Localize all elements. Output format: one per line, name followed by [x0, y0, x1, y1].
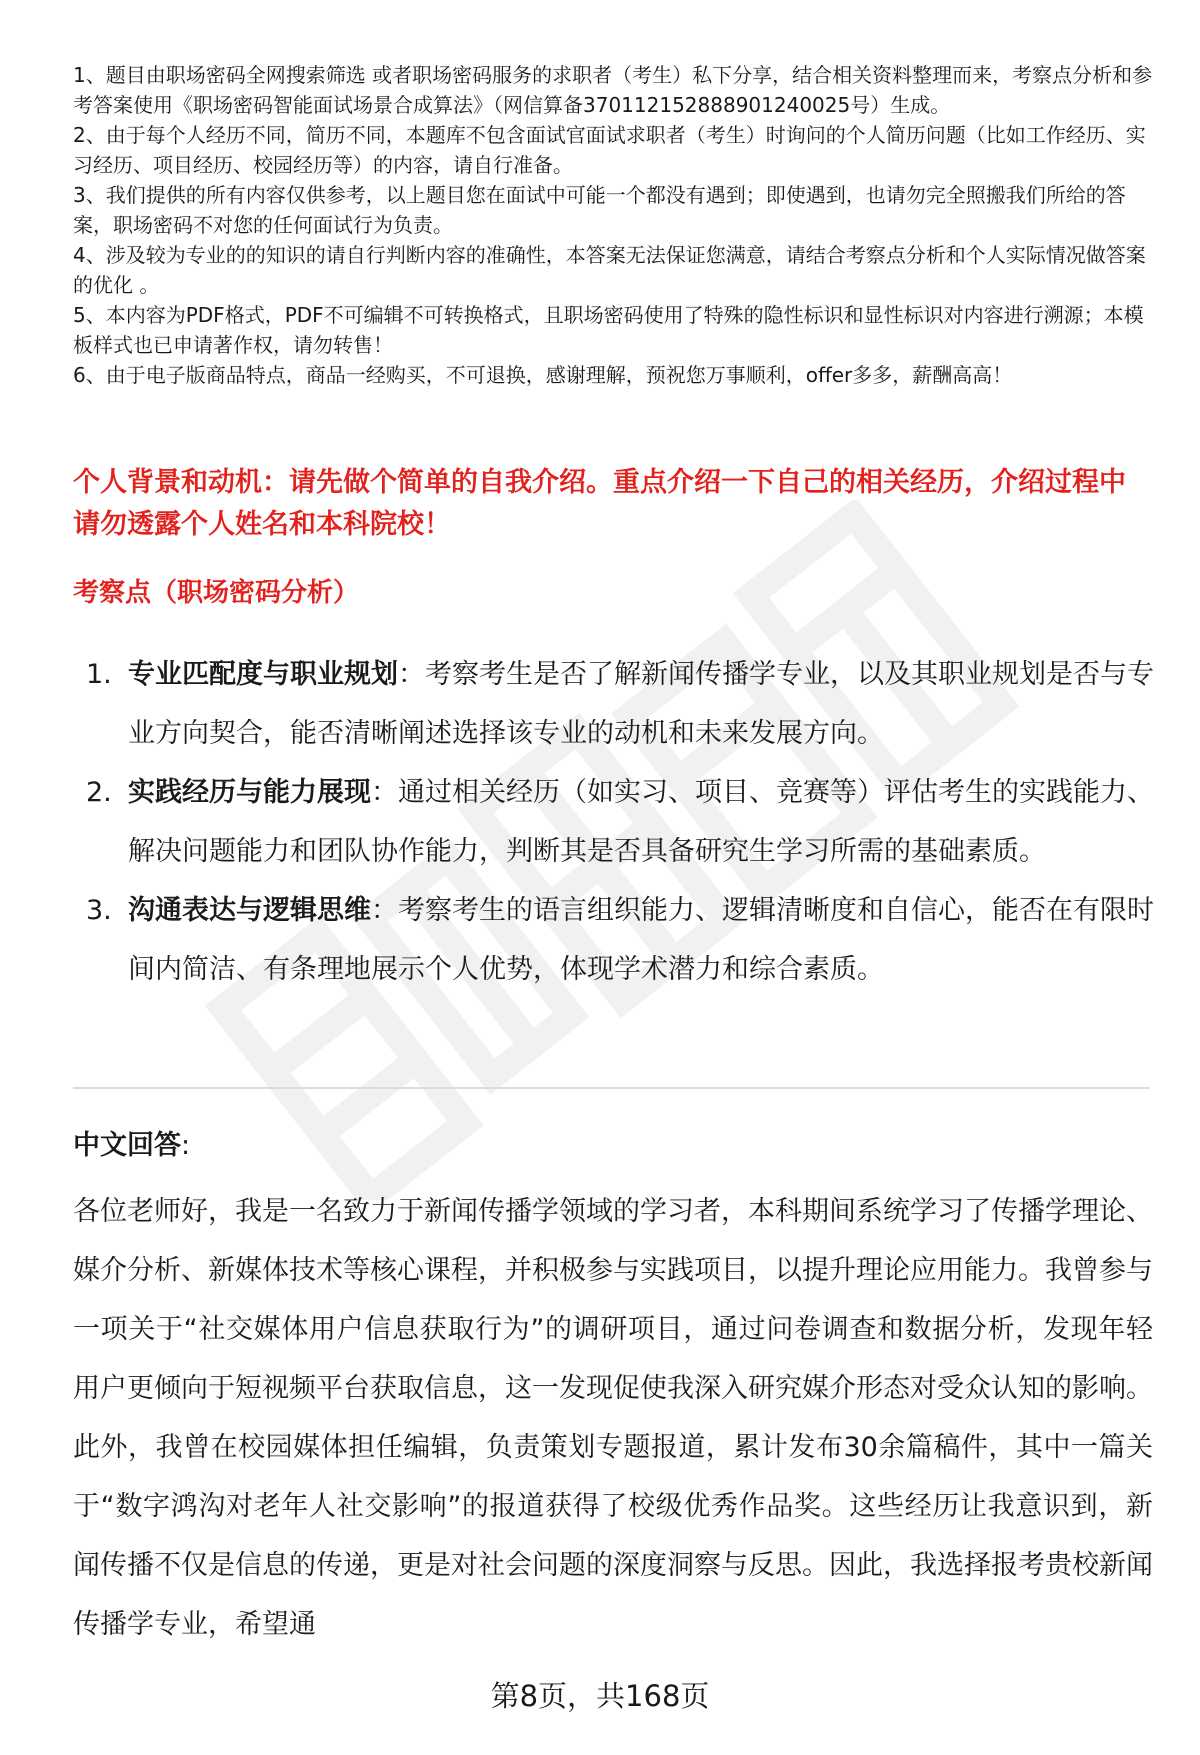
assessment-point [80, 881, 1155, 999]
disclaimer-item: 2、由于每个人经历不同，简历不同，本题库不包含面试官面试求职者（考生）时询问的个人简历问题（比如工作经历、实习经历、项目经历、校园经历等）的内容，请自行准备。 [73, 123, 1146, 177]
point-text: ：考察考生的语言组织能力、逻辑清晰度和自信心，能否在有限时间内简洁、有条理地展示个人优势，体现学术潜力和综合素质。 [128, 895, 1154, 985]
disclaimer-item: 5、本内容为PDF格式，PDF不可编辑不可转换格式，且职场密码使用了特殊的隐性标识和显性标识对内容进行溯源；本模板样式也已申请著作权，请勿转售！ [73, 303, 1144, 357]
assessment-points-list [80, 645, 1155, 999]
interview-question: 个人背景和动机：请先做个简单的自我介绍。重点介绍一下自己的相关经历，介绍过程中请勿透露个人姓名和本科院校！ [73, 467, 1126, 540]
assessment-point [80, 645, 1155, 763]
answer-heading-colon: : [181, 1130, 191, 1161]
point-number: 1. [86, 659, 112, 690]
answer-heading-label: 中文回答 [73, 1130, 181, 1161]
point-heading: 实践经历与能力展现 [128, 777, 371, 808]
disclaimer-item: 6、由于电子版商品特点，商品一经购买，不可退换，感谢理解，预祝您万事顺利，offer多多，薪酬高高！ [73, 363, 1013, 387]
point-heading: 专业匹配度与职业规划 [128, 659, 398, 690]
point-number: 2. [86, 777, 112, 808]
point-text: ：通过相关经历（如实习、项目、竞赛等）评估考生的实践能力、解决问题能力和团队协作能力，判断其是否具备研究生学习所需的基础素质。 [128, 777, 1154, 867]
page-number-footer: 第8页，共168页 [490, 1679, 710, 1713]
answer-body: 各位老师好，我是一名致力于新闻传播学领域的学习者，本科期间系统学习了传播学理论、媒介分析、新媒体技术等核心课程，并积极参与实践项目，以提升理论应用能力。我曾参与一项关于“社交媒体用户信息获取行为”的调研项目，通过问卷调查和数据分析，发现年轻用户更倾向于短视频平台获取信息，这一发现促使我深入研究媒介形态对受众认知的影响。此外，我曾在校园媒体担任编辑，负责策划专题报道，累计发布30余篇稿件，其中一篇关于“数字鸿沟对老年人社交影响”的报道获得了校级优秀作品奖。这些经历让我意识到，新闻传播不仅是信息的传递，更是对社会问题的深度洞察与反思。因此，我选择报考贵校新闻传播学专业，希望通 [73, 1196, 1153, 1640]
disclaimer-item: 3、我们提供的所有内容仅供参考，以上题目您在面试中可能一个都没有遇到；即使遇到，也请勿完全照搬我们所给的答案，职场密码不对您的任何面试行为负责。 [73, 183, 1126, 237]
assessment-point [80, 763, 1155, 881]
disclaimer-list [73, 60, 1153, 390]
disclaimer-item: 4、涉及较为专业的的知识的请自行判断内容的准确性，本答案无法保证您满意，请结合考察点分析和个人实际情况做答案的优化 。 [73, 243, 1146, 297]
section-divider [73, 1087, 1150, 1089]
point-heading: 沟通表达与逻辑思维 [128, 895, 371, 926]
point-text: ：考察考生是否了解新闻传播学专业，以及其职业规划是否与专业方向契合，能否清晰阐述选择该专业的动机和未来发展方向。 [128, 659, 1154, 749]
assessment-points-heading: 考察点（职场密码分析） [73, 578, 360, 608]
disclaimer-item: 1、题目由职场密码全网搜索筛选 或者职场密码服务的求职者（考生）私下分享，结合相关资料整理而来，考察点分析和参考答案使用《职场密码智能面试场景合成算法》（网信算备370112152888901240025号）生成。 [73, 63, 1153, 117]
answer-heading [73, 1128, 190, 1164]
point-number: 3. [86, 895, 112, 926]
